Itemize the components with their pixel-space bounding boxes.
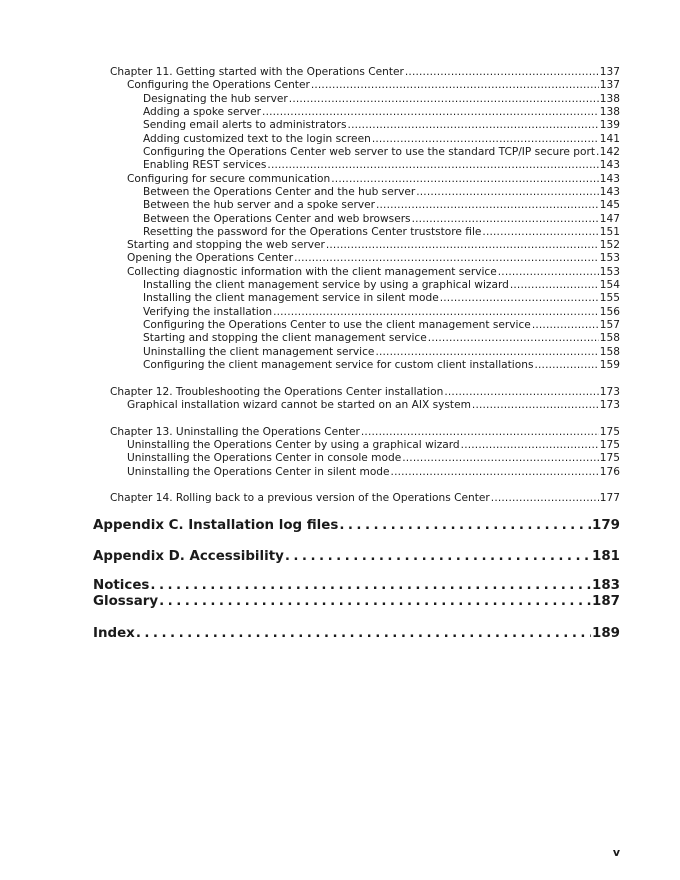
toc-entry-page[interactable]: 143 [599, 173, 620, 185]
toc-entry-page[interactable]: 153 [599, 252, 620, 264]
toc-entry[interactable] [93, 518, 620, 534]
dot-leader [136, 626, 591, 642]
dot-leader [461, 439, 599, 452]
toc-entry-title[interactable]: Verifying the installation [143, 306, 273, 318]
dot-leader [150, 578, 591, 594]
dot-leader [273, 306, 599, 319]
toc-entry-page[interactable]: 183 [592, 578, 620, 593]
dot-leader [491, 492, 599, 505]
dot-leader [405, 66, 599, 79]
toc-entry-page[interactable]: 179 [592, 518, 620, 533]
toc-entry-title[interactable]: Adding a spoke server [143, 106, 262, 118]
toc-entry[interactable] [110, 386, 620, 399]
toc-entry[interactable] [127, 266, 620, 279]
toc-entry[interactable] [127, 439, 620, 452]
toc-entry-page[interactable]: 175 [599, 426, 620, 438]
toc-entry-title[interactable]: Appendix D. Accessibility [93, 549, 284, 564]
dot-leader [596, 146, 599, 159]
toc-entry[interactable] [93, 549, 620, 565]
toc-entry-page[interactable]: 175 [599, 439, 620, 451]
dot-leader [428, 332, 599, 345]
dot-leader [159, 594, 591, 610]
toc-entry-page[interactable]: 156 [599, 306, 620, 318]
toc-entry-title[interactable]: Designating the hub server [143, 93, 288, 105]
toc-entry-page[interactable]: 151 [599, 226, 620, 238]
toc-entry-page[interactable]: 158 [599, 332, 620, 344]
dot-leader [372, 133, 599, 146]
toc-entry[interactable] [143, 106, 620, 119]
dot-leader [402, 452, 599, 465]
toc-entry[interactable] [93, 578, 620, 594]
toc-entry-title[interactable]: Configuring the Operations Center web server to use the standard TCP/IP secure port [143, 146, 595, 158]
toc-entry[interactable] [143, 186, 620, 199]
page-number: v [612, 846, 620, 859]
dot-leader [294, 252, 599, 265]
toc-entry-title[interactable]: Configuring the Operations Center [127, 79, 310, 91]
toc-entry-page[interactable]: 138 [599, 93, 620, 105]
toc-entry-page[interactable]: 141 [599, 133, 620, 145]
toc-entry-title[interactable]: Configuring for secure communication [127, 173, 331, 185]
dot-leader [376, 199, 599, 212]
toc-entry-title[interactable]: Chapter 14. Rolling back to a previous version of the Operations Center [110, 492, 490, 504]
dot-leader [285, 549, 591, 565]
dot-leader [532, 319, 599, 332]
toc-entry-page[interactable]: 157 [599, 319, 620, 331]
toc-entry-page[interactable]: 139 [599, 119, 620, 131]
toc-entry[interactable] [127, 452, 620, 465]
toc-entry[interactable] [143, 199, 620, 212]
toc-entry-page[interactable]: 137 [599, 66, 620, 78]
toc-entry-title[interactable]: Configuring the client management service for custom client installations [143, 359, 534, 371]
dot-leader [510, 279, 599, 292]
toc-entry-title[interactable]: Chapter 11. Getting started with the Operations Center [110, 66, 404, 78]
toc-entry[interactable] [143, 93, 620, 106]
toc-entry[interactable] [143, 292, 620, 305]
dot-leader [444, 386, 598, 399]
toc-entry[interactable] [110, 492, 620, 505]
toc-entry[interactable] [127, 239, 620, 252]
toc-entry-page[interactable]: 145 [599, 199, 620, 211]
toc-entry[interactable] [127, 252, 620, 265]
toc-entry-title[interactable]: Uninstalling the client management service [143, 346, 375, 358]
toc-entry-title[interactable]: Notices [93, 578, 150, 593]
dot-leader [289, 93, 599, 106]
dot-leader [326, 239, 599, 252]
toc-entry-title[interactable]: Uninstalling the Operations Center in silent mode [127, 466, 390, 478]
toc-entry[interactable] [143, 159, 620, 172]
toc-entry-page[interactable]: 189 [592, 626, 620, 641]
toc-entry[interactable] [143, 133, 620, 146]
dot-leader [391, 466, 599, 479]
toc-entry-page[interactable]: 152 [599, 239, 620, 251]
toc-entry-page[interactable]: 147 [599, 213, 620, 225]
dot-leader [498, 266, 599, 279]
toc-entry-page[interactable]: 173 [599, 399, 620, 411]
dot-leader [416, 186, 599, 199]
toc-entry-title[interactable]: Graphical installation wizard cannot be started on an AIX system [127, 399, 471, 411]
toc-entry[interactable] [143, 213, 620, 226]
dot-leader [375, 346, 598, 359]
toc-entry[interactable] [143, 359, 620, 372]
toc-entry-title[interactable]: Resetting the password for the Operations Center truststore file [143, 226, 482, 238]
toc-entry-page[interactable]: 138 [599, 106, 620, 118]
toc-entry-page[interactable]: 143 [599, 159, 620, 171]
toc-entry[interactable] [110, 66, 620, 79]
toc-entry-title[interactable]: Between the Operations Center and the hub server [143, 186, 416, 198]
toc-entry-title[interactable]: Uninstalling the Operations Center by using a graphical wizard [127, 439, 460, 451]
toc-entry[interactable] [143, 319, 620, 332]
toc-entry-title[interactable]: Index [93, 626, 135, 641]
toc-entry-page[interactable]: 137 [599, 79, 620, 91]
dot-leader [482, 226, 598, 239]
toc-entry[interactable] [127, 466, 620, 479]
toc-entry-page[interactable]: 158 [599, 346, 620, 358]
toc-entry-title[interactable]: Uninstalling the Operations Center in console mode [127, 452, 402, 464]
toc-entry-page[interactable]: 175 [599, 452, 620, 464]
toc-entry-page[interactable]: 176 [599, 466, 620, 478]
toc-entry-page[interactable]: 177 [599, 492, 620, 504]
toc-entry[interactable] [143, 146, 620, 159]
toc-entry-title[interactable]: Collecting diagnostic information with the client management service [127, 266, 497, 278]
toc-entry[interactable] [110, 426, 620, 439]
toc-entry-title[interactable]: Starting and stopping the web server [127, 239, 325, 251]
toc-entry-page[interactable]: 187 [592, 594, 620, 609]
toc-entry-title[interactable]: Configuring the Operations Center to use the client management service [143, 319, 531, 331]
dot-leader [267, 159, 598, 172]
dot-leader [534, 359, 598, 372]
dot-leader [311, 79, 599, 92]
toc-entry-title[interactable]: Installing the client management service by using a graphical wizard [143, 279, 509, 291]
toc-entry-title[interactable]: Enabling REST services [143, 159, 267, 171]
toc-entry-title[interactable]: Sending email alerts to administrators [143, 119, 347, 131]
toc-entry-title[interactable]: Starting and stopping the client management service [143, 332, 427, 344]
toc-entry[interactable] [143, 332, 620, 345]
toc-entry-page[interactable]: 154 [599, 279, 620, 291]
toc-entry[interactable] [93, 626, 620, 642]
dot-leader [472, 399, 599, 412]
dot-leader [331, 173, 599, 186]
toc-entry[interactable] [127, 173, 620, 186]
toc-entry-title[interactable]: Appendix C. Installation log files [93, 518, 339, 533]
toc-entry-page[interactable]: 143 [599, 186, 620, 198]
dot-leader [440, 292, 599, 305]
toc-entry-title[interactable]: Glossary [93, 594, 159, 609]
toc-entry[interactable] [127, 399, 620, 412]
dot-leader [412, 213, 599, 226]
toc-entry[interactable] [143, 346, 620, 359]
toc-entry-title[interactable]: Opening the Operations Center [127, 252, 294, 264]
dot-leader [262, 106, 599, 119]
toc-entry-page[interactable]: 173 [599, 386, 620, 398]
toc-entry-page[interactable]: 142 [599, 146, 620, 158]
toc-entry-title[interactable]: Between the hub server and a spoke server [143, 199, 375, 211]
toc-entry[interactable] [143, 306, 620, 319]
toc-entry-title[interactable]: Adding customized text to the login screen [143, 133, 371, 145]
toc-entry[interactable] [143, 279, 620, 292]
toc-entry-page[interactable]: 159 [599, 359, 620, 371]
toc-entry-page[interactable]: 181 [592, 549, 620, 564]
toc-entry-title[interactable]: Between the Operations Center and web browsers [143, 213, 411, 225]
toc-entry-title[interactable]: Installing the client management service in silent mode [143, 292, 439, 304]
toc-entry[interactable] [143, 226, 620, 239]
toc-entry[interactable] [93, 594, 620, 610]
toc-entry-title[interactable]: Chapter 13. Uninstalling the Operations Center [110, 426, 360, 438]
dot-leader [339, 518, 591, 534]
toc-entry[interactable] [127, 79, 620, 92]
dot-leader [361, 426, 599, 439]
toc-entry-title[interactable]: Chapter 12. Troubleshooting the Operations Center installation [110, 386, 444, 398]
dot-leader [348, 119, 599, 132]
toc-entry-page[interactable]: 153 [599, 266, 620, 278]
toc-entry[interactable] [143, 119, 620, 132]
toc-entry-page[interactable]: 155 [599, 292, 620, 304]
